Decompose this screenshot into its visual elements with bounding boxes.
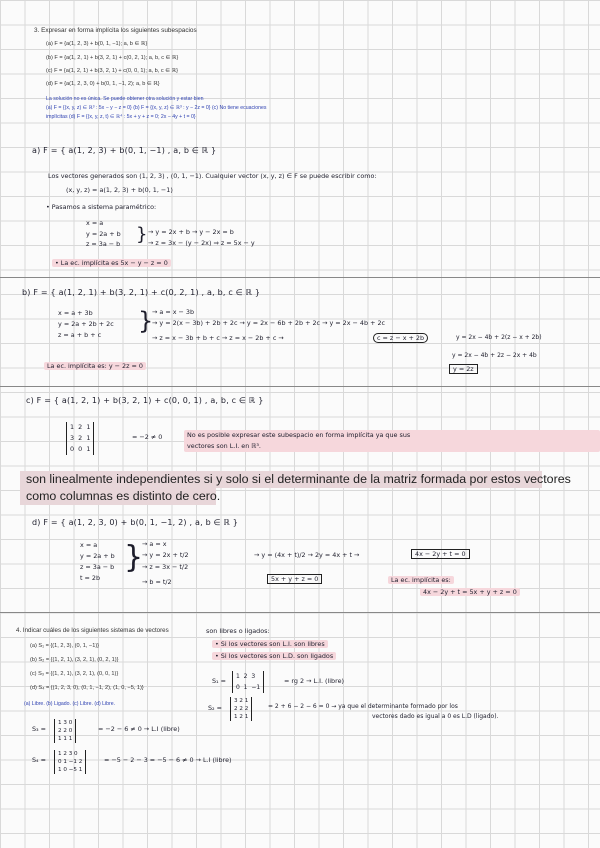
ex4-item-b: (b) S₂ = {(1, 2, 1), (3, 2, 1), (0, 2, 1)} (30, 657, 119, 663)
ex4-s3-label: S₃ = (32, 725, 47, 733)
part-a-system (86, 218, 121, 250)
ex4-s2-row-1: 3 2 1 (234, 698, 249, 704)
part-d-eq-x: x = a (80, 541, 98, 549)
ex4-s1-row-2: 0 1 −1 (236, 684, 261, 691)
ex4-s4-result: = −5 − 2 − 3 = −5 − 6 ≠ 0 → L.I (libre) (104, 756, 232, 764)
part-b-s4: y = 2x − 4b + 2(z − x + 2b) (456, 334, 542, 341)
ex3-item-d: (d) F = {a(1, 2, 3, 0) + b(0, 1, −1, 2); a, b ∈ ℝ} (46, 81, 160, 87)
part-d-s4: → b = t/2 (142, 578, 172, 586)
part-d-eq-y: y = 2a + b (80, 552, 115, 560)
part-b-s3: → z = x − 3b + b + c → z = x − 2b + c → (152, 334, 284, 342)
ex4-s1-matrix (232, 671, 264, 693)
part-d-s1: → a = x (142, 540, 167, 548)
ex4-s1-row-1: 1 2 3 (236, 673, 256, 680)
part-a-result: • La ec. implícita es 5x − y − z = 0 (52, 259, 171, 267)
ex4-s4-row-2: 0 1 −1 2 (58, 759, 83, 765)
part-c-heading: c) F = { a(1, 2, 1) + b(3, 2, 1) + c(0, 0, 1) , a, b, c ∈ ℝ } (26, 396, 264, 405)
ex4-s1-label: S₁ = (212, 677, 227, 685)
ex4-s3-matrix (54, 719, 76, 743)
ex3-item-c: (c) F = {a(1, 2, 1) + b(3, 2, 1) + c(0, 0, 1); a, b, c ∈ ℝ} (46, 68, 178, 74)
part-b-heading: b) F = { a(1, 2, 1) + b(3, 2, 1) + c(0, 2, 1) , a, b, c ∈ ℝ } (22, 288, 261, 297)
part-c-matrix (66, 422, 94, 455)
part-b-eq-x: x = a + 3b (58, 309, 93, 317)
part-b-eq-z: z = a + b + c (58, 331, 102, 339)
part-a-eq-z: z = 3a − b (86, 240, 121, 248)
part-d-s2: → y = 2x + t/2 (142, 551, 189, 559)
part-c-det: = −2 ≠ 0 (132, 433, 163, 441)
ex3-item-b: (b) F = {a(1, 2, 1) + b(3, 2, 1) + c(0, 2, 1); a, b, c ∈ ℝ} (46, 55, 179, 61)
big-note-line1: son linealmente independientes si y solo si el determinante de la matriz formada por estos vectores (26, 472, 571, 486)
part-a-step1: → y = 2x + b → y − 2x = b (148, 228, 234, 236)
ex4-item-c: (c) S₃ = {(1, 2, 1), (3, 2, 1), (0, 0, 1)} (30, 671, 119, 677)
part-a-text2: (x, y, z) = a(1, 2, 3) + b(0, 1, −1) (66, 186, 173, 194)
ex4-s2-result2: vectores dado es igual a 0 es L.D (ligado). (372, 713, 499, 720)
part-a-step2: → z = 3x − (y − 2x) ⇒ z = 5x − y (148, 239, 255, 247)
ex4-s3-result: = −2 − 6 ≠ 0 → L.I (libre) (98, 725, 180, 733)
part-d-eq-z: z = 3a − b (80, 563, 115, 571)
ex4-s2-label: S₂ = (208, 704, 223, 712)
ex4-s3-row-1: 1 3 0 (58, 720, 73, 726)
part-b-brace: } (138, 307, 154, 335)
ex4-s2-result: = 2 + 6 − 2 − 6 = 0 → ya que el determinante formado por los (268, 703, 458, 710)
part-c-matrix-row-3: 0 0 1 (70, 445, 91, 453)
part-a-text3: • Pasamos a sistema paramétrico: (46, 203, 157, 211)
ex3-title: 3. Expresar en forma implícita los siguientes subespacios (34, 27, 197, 34)
ex4-s1-result: = rg 2 → L.I. (libre) (284, 677, 345, 685)
part-c-note-1: No es posible expresar este subespacio en forma implícita ya que sus (187, 431, 411, 439)
ex4-s4-matrix (54, 750, 86, 774)
ex4-s2-row-2: 2 2 2 (234, 706, 249, 712)
part-b-s2-text: y = 2(x − 3b) + 2b + 2c → y = 2x − 6b + 2b + 2c → y = 2x − 4b + 2c (159, 319, 386, 327)
ex4-rule2: • Si los vectores son L.D. son ligados (212, 652, 336, 660)
part-a-step1-text: y = 2x + b → y − 2x = b (155, 228, 234, 236)
part-d-s1-text: a = x (149, 540, 167, 548)
ex4-s4-row-3: 1 0 −5 1 (58, 767, 83, 773)
part-b-s6: y = 2z (449, 364, 478, 374)
ex4-s2-row-3: 1 2 1 (234, 714, 249, 720)
divider-b-c (0, 386, 600, 387)
part-b-result: La ec. implícita es: y − 2z = 0 (44, 362, 146, 370)
part-b-system (58, 308, 114, 341)
ex3-solution-note-1: La solución no es única. Se puede obtener otra solución y estar bien (46, 96, 204, 102)
ex4-s3-row-2: 2 2 0 (58, 728, 73, 734)
part-b-s1-text: a = x − 3b (159, 308, 195, 316)
part-d-box1: 4x − 2y + t = 0 (411, 549, 470, 559)
part-a-text1: Los vectores generados son (1, 2, 3) , (0, 1, −1). Cualquier vector (x, y, z) ∈ F se puede escribir como: (48, 172, 377, 180)
ex4-title-hand: son libres o ligados: (206, 627, 270, 635)
part-c-matrix-row-1: 1 2 1 (70, 423, 91, 431)
part-b-s5: y = 2x − 4b + 2z − 2x + 4b (452, 352, 537, 359)
part-d-s5: → y = (4x + t)/2 → 2y = 4x + t → (254, 551, 360, 559)
ex4-s4-row-1: 1 2 3 0 (58, 751, 78, 757)
part-d-s5-text: y = (4x + t)/2 → 2y = 4x + t → (261, 551, 360, 559)
part-d-s3-text: z = 3x − t/2 (149, 563, 189, 571)
part-d-s3: → z = 3x − t/2 (142, 563, 189, 571)
ex4-title: 4. Indicar cuáles de los siguientes sistemas de vectores (16, 627, 169, 634)
ex3-solution-note-3: implícitas (d) F = {(x, y, z, t) ∈ ℝ⁴ : 5x + y + z = 0; 2x − 4y + t = 0} (46, 114, 196, 120)
part-a-eq-y: y = 2a + b (86, 229, 121, 238)
divider-d-ex4 (0, 612, 600, 613)
ex3-solution-note-2: (a) F = {(x, y, z) ∈ ℝ³ : 5x − y − z = 0} (b) F = {(x, y, z) ∈ ℝ³ : y − 2z = 0} (c) No tiene ecuaciones (46, 105, 267, 111)
part-a-step2-text: z = 3x − (y − 2x) ⇒ z = 5x − y (155, 239, 255, 247)
ex4-s2-matrix (230, 697, 252, 721)
part-c-note-2: vectores son L.I. en ℝ³. (187, 442, 261, 450)
part-c-note (184, 430, 600, 452)
part-b-s3-text: z = x − 3b + b + c → z = x − 2b + c → (159, 334, 284, 342)
part-a-brace: } (136, 224, 148, 245)
part-d-result2: 4x − 2y + t = 5x + y + z = 0 (420, 588, 520, 596)
part-d-system (80, 540, 115, 584)
part-b-s3-box: c = z − x + 2b (373, 333, 428, 343)
big-note-line2: como columnas es distinto de cero. (26, 489, 221, 503)
ex4-item-d: (d) S₄ = {(1, 2, 3, 0), (0, 1, −1, 2), (1, 0, −5, 1)} (30, 685, 144, 691)
part-d-heading: d) F = { a(1, 2, 3, 0) + b(0, 1, −1, 2) , a, b ∈ ℝ } (32, 518, 239, 527)
ex4-item-a: (a) S₁ = {(1, 2, 3), (0, 1, −1)} (30, 643, 100, 649)
part-d-brace: } (124, 540, 144, 575)
part-d-box2: 5x + y + z = 0 (267, 574, 322, 584)
ex4-rule1: • Si los vectores son L.I. son libres (212, 640, 328, 648)
ex4-s3-row-3: 1 1 1 (58, 736, 73, 742)
part-d-s2-text: y = 2x + t/2 (149, 551, 189, 559)
part-b-s1: → a = x − 3b (152, 308, 195, 316)
part-d-s4-text: b = t/2 (149, 578, 172, 586)
part-b-s2: → y = 2(x − 3b) + 2b + 2c → y = 2x − 6b + 2b + 2c → y = 2x − 4b + 2c (152, 319, 386, 327)
ex4-s4-label: S₄ = (32, 756, 47, 764)
part-a-heading: a) F = { a(1, 2, 3) + b(0, 1, −1) , a, b ∈ ℝ } (32, 146, 217, 155)
divider-a-b (0, 277, 600, 278)
part-d-result1: La ec. implícita es: (388, 576, 454, 584)
ex3-item-a: (a) F = {a(1, 2, 3) + b(0, 1, −1); a, b ∈ ℝ} (46, 41, 148, 47)
ex4-answers: (a) Libre. (b) Ligado. (c) Libre. (d) Libre. (24, 701, 116, 707)
part-a-eq-x: x = a (86, 219, 104, 227)
part-b-eq-y: y = 2a + 2b + 2c (58, 320, 114, 328)
part-d-eq-t: t = 2b (80, 574, 101, 582)
part-c-matrix-row-2: 3 2 1 (70, 434, 91, 442)
